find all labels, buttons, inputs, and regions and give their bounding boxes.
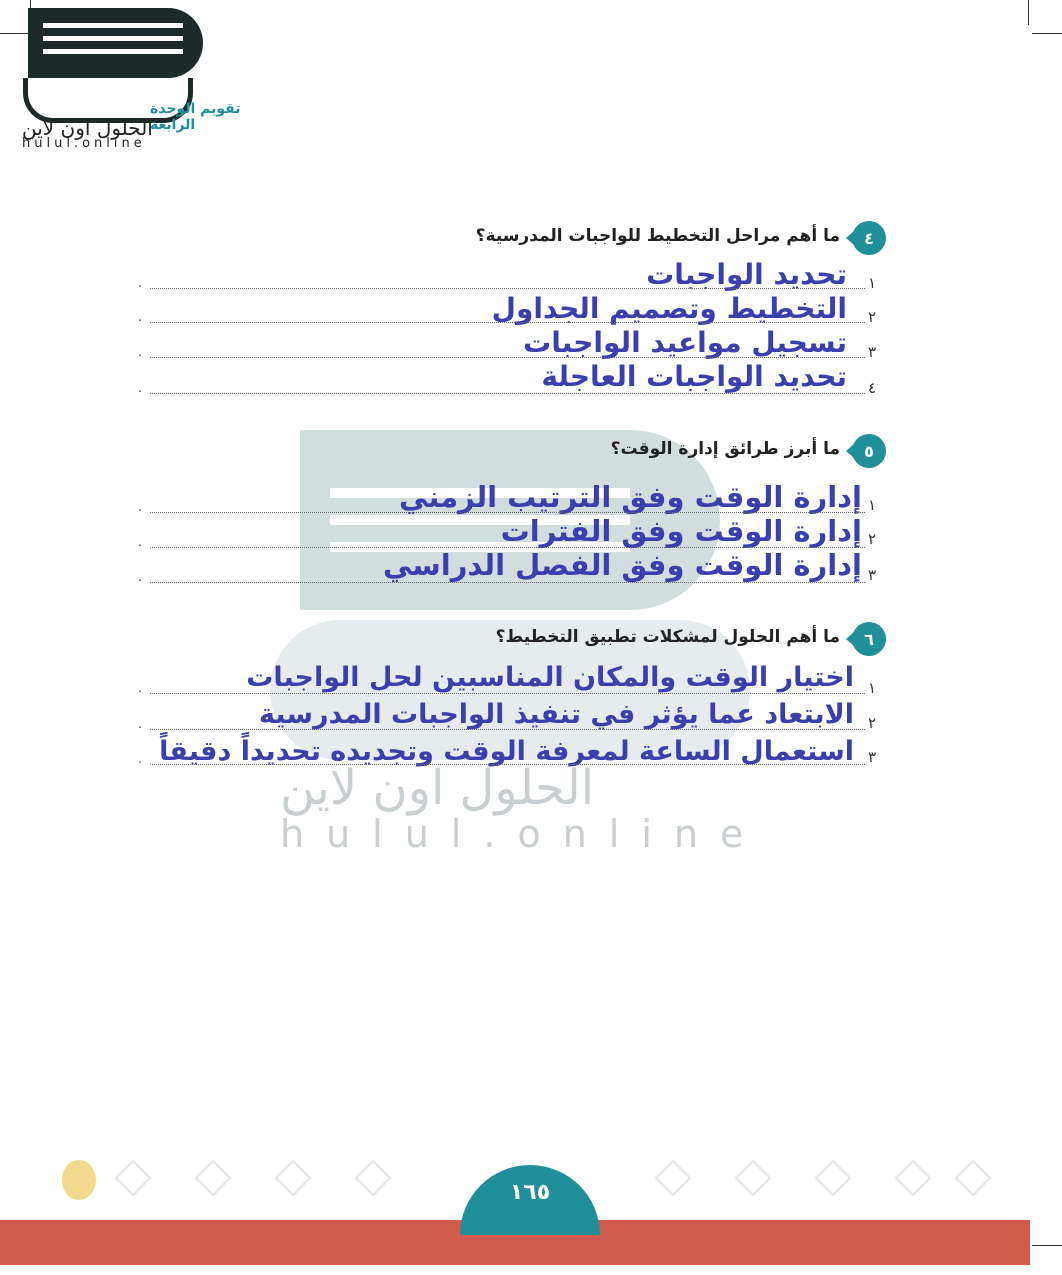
answer-line xyxy=(150,393,865,394)
answer-number: ٢ xyxy=(868,308,877,326)
pattern-diamond xyxy=(115,1160,152,1197)
crop-mark xyxy=(1032,1245,1062,1246)
line-end-dot: . xyxy=(138,535,142,549)
line-end-dot: . xyxy=(138,310,142,324)
question-text: ما أبرز طرائق إدارة الوقت؟ xyxy=(610,439,840,459)
answer-line xyxy=(150,764,865,765)
crop-mark xyxy=(1032,33,1062,34)
answer-text: تحديد الواجبات العاجلة xyxy=(541,360,847,393)
answer-line xyxy=(150,322,865,323)
logo-text-en: hulul.online xyxy=(22,136,146,151)
answer-line xyxy=(150,693,865,694)
question-number-badge: ٥ xyxy=(852,434,886,468)
answer-number: ٢ xyxy=(868,714,877,732)
answer-text: التخطيط وتصميم الجداول xyxy=(491,292,847,325)
answer-number: ١ xyxy=(868,274,877,292)
answer-line xyxy=(150,582,865,583)
answer-number: ٢ xyxy=(868,530,877,548)
logo-line xyxy=(43,36,183,41)
answer-text: استعمال الساعة لمعرفة الوقت وتجديده تحديداً دقيقاً xyxy=(159,736,854,767)
answer-number: ٤ xyxy=(868,379,877,397)
answer-text: إدارة الوقت وفق الترتيب الزمني xyxy=(399,480,862,514)
answer-line xyxy=(150,729,865,730)
logo-line xyxy=(43,23,183,28)
question-number-badge: ٤ xyxy=(852,221,886,255)
answer-number: ٣ xyxy=(868,343,877,361)
answer-text: إدارة الوقت وفق الفصل الدراسي xyxy=(382,548,862,582)
question-number-badge: ٦ xyxy=(852,622,886,656)
pattern-diamond xyxy=(655,1160,692,1197)
line-end-dot: . xyxy=(138,752,142,766)
answer-line xyxy=(150,288,865,289)
pattern-diamond xyxy=(195,1160,232,1197)
pattern-diamond xyxy=(355,1160,392,1197)
answer-text: الابتعاد عما يؤثر في تنفيذ الواجبات المدرسية xyxy=(259,699,854,730)
pattern-diamond xyxy=(735,1160,772,1197)
pattern-diamond xyxy=(275,1160,312,1197)
question-text: ما أهم مراحل التخطيط للواجبات المدرسية؟ xyxy=(475,226,840,246)
answer-number: ٣ xyxy=(868,566,877,584)
answer-line xyxy=(150,357,865,358)
logo-line xyxy=(43,49,183,54)
answer-text: تسجيل مواعيد الواجبات xyxy=(523,326,847,359)
answer-text: إدارة الوقت وفق الفترات xyxy=(500,514,862,548)
line-end-dot: . xyxy=(138,717,142,731)
question-text: ما أهم الحلول لمشكلات تطبيق التخطيط؟ xyxy=(495,627,840,647)
line-end-dot: . xyxy=(138,570,142,584)
pattern-diamond xyxy=(955,1160,992,1197)
answer-text: اختيار الوقت والمكان المناسبين لحل الواجبات xyxy=(246,662,854,693)
line-end-dot: . xyxy=(138,345,142,359)
pattern-diamond xyxy=(895,1160,932,1197)
logo-text-ar: الحلول اون لاين xyxy=(22,116,153,140)
answer-text: تحديد الواجبات xyxy=(646,258,847,291)
answer-number: ٣ xyxy=(868,748,877,766)
crop-mark xyxy=(1028,0,1029,25)
answer-number: ١ xyxy=(868,679,877,697)
line-end-dot: . xyxy=(138,681,142,695)
answer-number: ١ xyxy=(868,496,877,514)
line-end-dot: . xyxy=(138,276,142,290)
watermark-text-ar: الحلول اون لاين xyxy=(280,760,595,816)
pattern-diamond xyxy=(815,1160,852,1197)
line-end-dot: . xyxy=(138,500,142,514)
answer-line xyxy=(150,512,865,513)
publisher-emblem-icon xyxy=(62,1160,96,1200)
unit-title: تقويم الوحدة الرابعة xyxy=(150,101,241,133)
watermark-text-en: hulul.online xyxy=(280,812,766,856)
logo-mark xyxy=(28,8,203,78)
line-end-dot: . xyxy=(138,381,142,395)
page-number: ١٦٥ xyxy=(509,1180,551,1205)
